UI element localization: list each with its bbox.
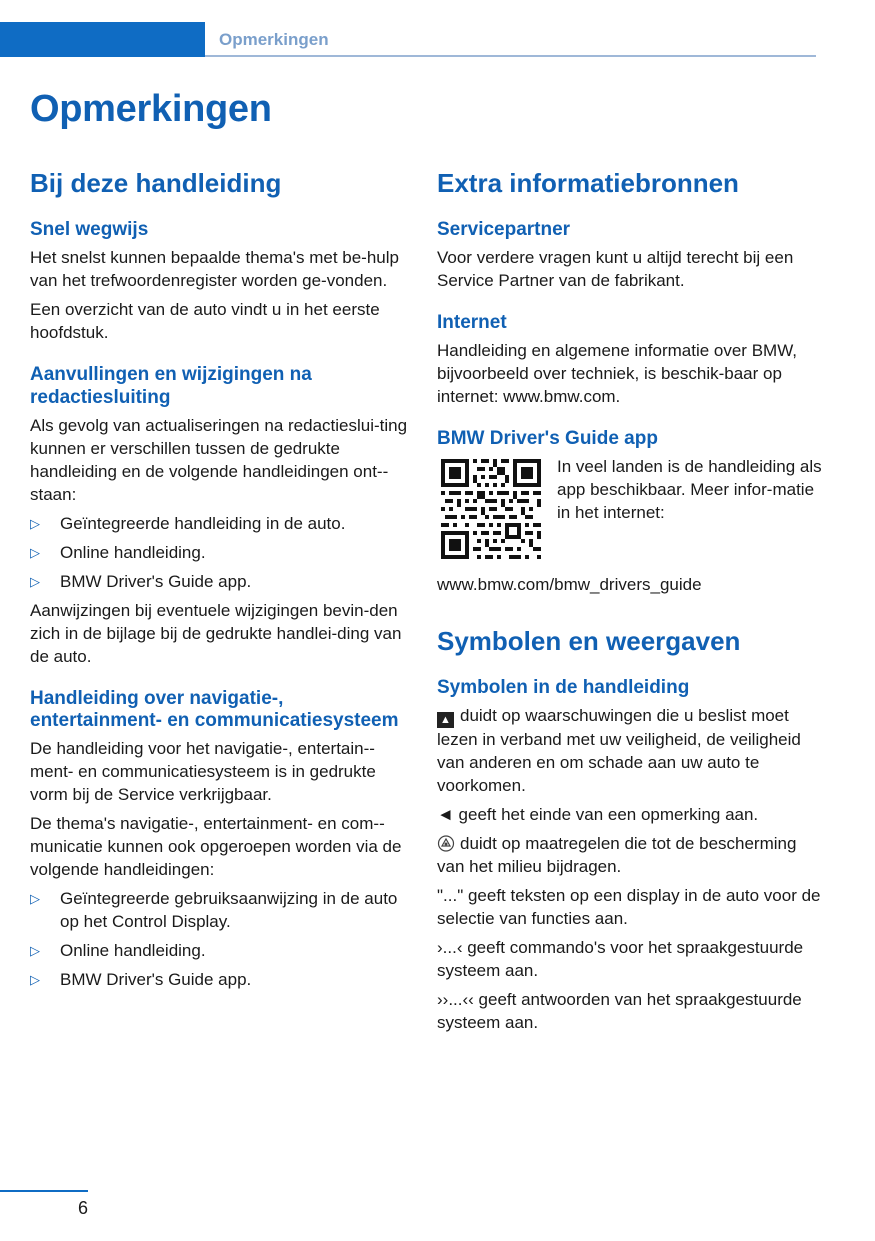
list-item: ▷ Online handleiding. [30, 542, 206, 562]
list-item: ▷ BMW Driver's Guide app. [30, 970, 252, 990]
subsection-servicepartner [437, 219, 822, 292]
warning-triangle-icon: ▲ [437, 712, 454, 728]
paragraph: Het snelst kunnen bepaalde thema's met be-hulp van het trefwoordenregister worden ge-vonden. [30, 247, 399, 290]
triangle-right-icon: ▷ [30, 573, 40, 589]
triangle-right-icon: ▷ [30, 972, 40, 988]
subsection-title: Servicepartner [437, 219, 571, 241]
subsection-title: Internet [437, 311, 507, 333]
paragraph: In veel landen is de handleiding als app beschikbaar. Meer infor-matie in het internet: [557, 456, 822, 522]
footer-rule [0, 1190, 88, 1192]
header-rule [205, 55, 816, 57]
triangle-right-icon: ▷ [30, 515, 40, 531]
section-heading-symbolen-en-weergaven: Symbolen en weergaven [437, 625, 741, 656]
header-color-bar [0, 22, 205, 57]
list-item: ▷ Geïntegreerde gebruiksaanwijzing in de auto op het Control Display. [30, 889, 398, 932]
paragraph-environment: duidt op maatregelen die tot de bescherming van het milieu bijdragen. [437, 833, 797, 876]
subsection-title: Aanvullingen en wijzigingen na redactiesluiting [30, 363, 312, 408]
section-heading-bij-deze-handleiding: Bij deze handleiding [30, 168, 282, 198]
triangle-right-icon: ▷ [30, 891, 40, 907]
subsection-snel-wegwijs [30, 219, 410, 344]
page-number: 6 [78, 1198, 89, 1218]
paragraph: Een overzicht van de auto vindt u in het eerste hoofdstuk. [30, 299, 380, 342]
paragraph: Handleiding en algemene informatie over BMW, bijvoorbeeld over techniek, is beschik-baar op internet: www.bmw.com. [437, 340, 798, 406]
subsection-title: Handleiding over navigatie-, entertainment- en communicatiesysteem [30, 687, 399, 732]
drivers-guide-url: www.bmw.com/bmw_drivers_guide [437, 574, 702, 594]
page-title: Opmerkingen [30, 88, 272, 130]
paragraph: De thema's navigatie-, entertainment- en com-municatie kunnen ook opgeroepen worden via de volgende handleidingen: [30, 814, 402, 880]
running-header-title: Opmerkingen [219, 30, 329, 49]
bullet-list [30, 512, 410, 593]
triangle-right-icon: ▷ [30, 544, 40, 560]
qr-code [441, 459, 541, 559]
triangle-right-icon: ▷ [30, 943, 40, 959]
paragraph-end-marker: ◄ geeft het einde van een opmerking aan. [437, 804, 759, 824]
right-column [437, 168, 822, 1054]
paragraph: ›...‹ geeft commando's voor het spraakgestuurde systeem aan. [437, 937, 804, 980]
subsection-drivers-guide-app [437, 428, 822, 596]
subsection-title: BMW Driver's Guide app [437, 427, 658, 449]
environment-icon [437, 835, 455, 852]
paragraph-warning: ▲ duidt op waarschuwingen die u beslist moet lezen in verband met uw veiligheid, de veiligheid van anderen en om schade aan uw auto te voorkomen. [437, 705, 801, 795]
paragraph: "..." geeft teksten op een display in de auto voor de selectie van functies aan. [437, 885, 821, 928]
left-column [30, 168, 410, 1011]
paragraph: Als gevolg van actualiseringen na redactieslui-ting kunnen er verschillen tussen de gedrukte handleiding en de volgende handleidingen ont-staan: [30, 415, 408, 504]
subsection-symbolen [437, 677, 822, 1034]
subsection-aanvullingen [30, 364, 410, 668]
list-item: ▷ BMW Driver's Guide app. [30, 571, 252, 591]
paragraph: ››...‹‹ geeft antwoorden van het spraakgestuurde systeem aan. [437, 989, 802, 1032]
qr-row [437, 455, 822, 559]
subsection-navigatie [30, 688, 410, 992]
paragraph: Voor verdere vragen kunt u altijd terecht bij een Service Partner van de fabrikant. [437, 247, 794, 290]
list-item: ▷ Geïntegreerde handleiding in de auto. [30, 513, 346, 533]
bullet-list [30, 887, 410, 991]
paragraph: De handleiding voor het navigatie-, entertain-ment- en communicatiesysteem is in gedrukte vorm bij de Service verkrijgbaar. [30, 739, 376, 805]
paragraph: Aanwijzingen bij eventuele wijzigingen bevin-den zich in de bijlage bij de gedrukte handlei-ding van de auto. [30, 600, 402, 666]
list-item: ▷ Online handleiding. [30, 941, 206, 961]
subsection-internet [437, 312, 822, 408]
subsection-title: Symbolen in de handleiding [437, 676, 690, 698]
subsection-title: Snel wegwijs [30, 219, 149, 241]
section-heading-extra-informatiebronnen: Extra informatiebronnen [437, 168, 739, 198]
